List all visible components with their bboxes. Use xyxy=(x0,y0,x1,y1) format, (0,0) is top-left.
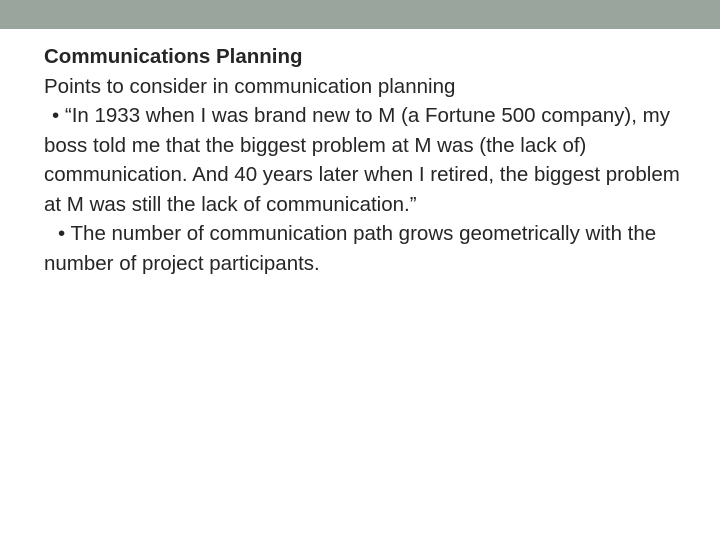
slide-title: Communications Planning xyxy=(44,45,303,68)
slide-subtitle: Points to consider in communication planning xyxy=(44,74,456,98)
bullet-marker: • xyxy=(52,104,60,127)
bullet-communication-paths xyxy=(44,219,684,278)
bullet-quote xyxy=(44,101,684,219)
bullet-marker: • xyxy=(58,222,66,245)
bullet-text: “In 1933 when I was brand new to M (a Fortune 500 company), my boss told me that the biggest problem at M was (the lack of) communication. And 40 years later when I retired, the biggest problem at M was still the lack of communication.” xyxy=(44,104,680,216)
top-accent-bar xyxy=(0,0,720,29)
bullet-text: The number of communication path grows geometrically with the number of project participants. xyxy=(44,222,657,275)
slide-body xyxy=(44,42,684,278)
